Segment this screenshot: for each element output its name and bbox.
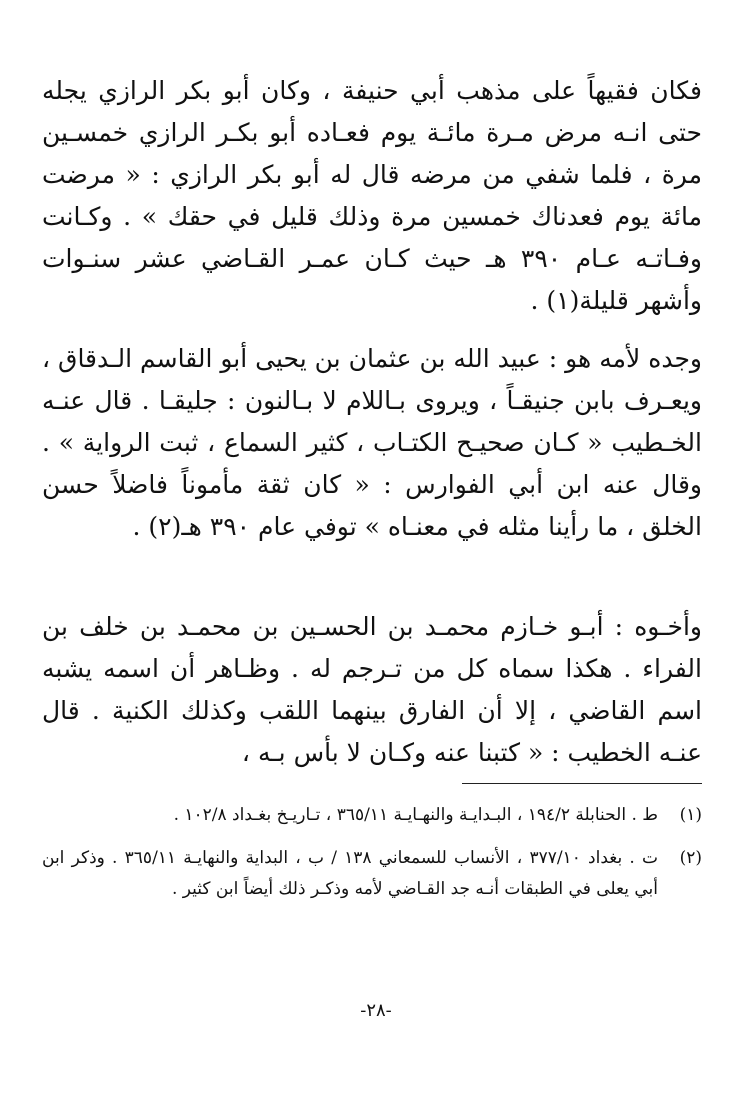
footnote-2	[42, 843, 702, 905]
footnote-2-text: ت . بغداد ٣٧٧/١٠ ، الأنساب للسمعاني ١٣٨ / ب ، البداية والنهايـة ٣٦٥/١١ . وذكر ابن أبي يعلى في الطبقات أنـه جد القـاضي لأمه وذكـر ذلك أيضاً ابن كثير .	[42, 848, 659, 899]
page-number: -٢٨-	[360, 1000, 392, 1021]
paragraph-3: وأخـوه : أبـو خـازم محمـد بن الحسـين بن محمـد بن خلف بن الفراء . هكذا سماه كل من تـرجم له . وظـاهر أن اسمه يشبه اسم القاضي ، إلا أن الفارق بينهما اللقب وكذلك الكنية . قال عنـه الخطيب : « كتبنا عنه وكـان لا بأس بـه ،	[42, 612, 702, 767]
paragraph-1: فكان فقيهاً على مذهب أبي حنيفة ، وكان أبو بكر الرازي يجله حتى انـه مرض مـرة مائـة يوم فعـاده أبو بكـر الرازي خمسـين مرة ، فلما شفي من مرضه قال له أبو بكر الرازي : « مرضت مائة يوم فعدناك خمسين مرة وذلك قليل في حقك » . وكـانت وفـاتـه عـام ٣٩٠ هـ حيث كـان عمـر القـاضي عشر سنـوات وأشهر قليلة(١) .	[42, 76, 702, 315]
paragraph-2: وجده لأمه هو : عبيد الله بن عثمان بن يحيى أبو القاسم الـدقاق ، ويعـرف بابن جنيقـاً ، ويروى بـاللام لا بـالنون : جليقـا . قال عنـه الخـطيب « كـان صحيـح الكتـاب ، كثير السماع ، ثبت الرواية » . وقال عنه ابن أبي الفوارس : « كان ثقة مأموناً فاضلاً حسن الخلق ، ما رأينا مثله في معنـاه » توفي عام ٣٩٠ هـ(٢) .	[42, 344, 702, 541]
footnote-divider	[462, 783, 702, 784]
footnote-1-number: (١)	[679, 805, 702, 825]
footnote-1-text: ط . الحنابلة ١٩٤/٢ ، البـدايـة والنهـايـة ٣٦٥/١١ ، تـاريـخ بغـداد ١٠٢/٨ .	[173, 805, 658, 825]
footnote-2-number: (٢)	[679, 848, 702, 868]
footnotes-section	[42, 800, 702, 917]
footnote-1	[42, 800, 702, 831]
